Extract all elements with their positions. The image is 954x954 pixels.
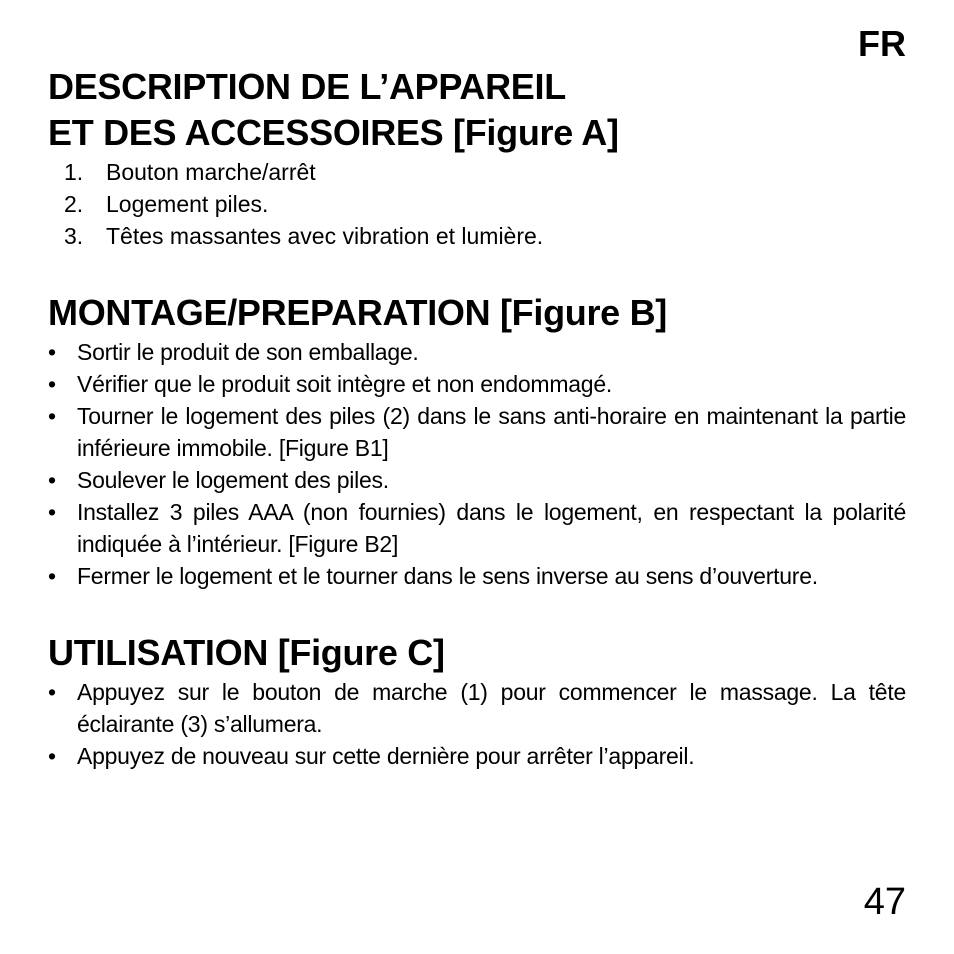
list-item-number: 3.	[64, 223, 84, 249]
bullet-icon: •	[48, 371, 56, 397]
list-item-text: Appuyez de nouveau sur cette dernière pour arrêter l’appareil.	[77, 743, 695, 769]
bullet-icon: •	[48, 467, 56, 493]
utilisation-steps-list	[48, 676, 906, 772]
section-description-title-line1: DESCRIPTION DE L’APPAREIL	[48, 66, 566, 107]
list-item	[48, 496, 906, 560]
list-item	[48, 188, 906, 220]
list-item-number: 2.	[64, 191, 84, 217]
section-description	[48, 64, 906, 252]
list-item-text: Vérifier que le produit soit intègre et non endommagé.	[77, 371, 612, 397]
bullet-icon: •	[48, 743, 56, 769]
list-item	[48, 220, 906, 252]
page-content	[48, 64, 906, 772]
list-item-text: Logement piles.	[106, 191, 269, 217]
bullet-icon: •	[48, 563, 56, 589]
list-item	[48, 740, 906, 772]
bullet-icon: •	[48, 403, 56, 429]
section-description-title	[48, 64, 906, 156]
section-utilisation-title: UTILISATION [Figure C]	[48, 632, 445, 673]
list-item-number: 1.	[64, 159, 84, 185]
list-item-text: Bouton marche/arrêt	[106, 159, 316, 185]
montage-steps-list	[48, 336, 906, 592]
list-item	[48, 464, 906, 496]
list-item-text: Fermer le logement et le tourner dans le sens inverse au sens d’ouverture.	[77, 563, 818, 589]
section-utilisation	[48, 630, 906, 772]
list-item	[48, 336, 906, 368]
list-item-text: Têtes massantes avec vibration et lumière.	[106, 223, 544, 249]
section-montage	[48, 290, 906, 592]
bullet-icon: •	[48, 499, 56, 525]
language-tag: FR	[858, 23, 906, 64]
list-item	[48, 156, 906, 188]
list-item-text: Installez 3 piles AAA (non fournies) dans le logement, en respectant la polarité indiquée à l’intérieur. [Figure B2]	[77, 499, 906, 557]
list-item-text: Sortir le produit de son emballage.	[77, 339, 419, 365]
list-item-text: Soulever le logement des piles.	[77, 467, 389, 493]
section-montage-title: MONTAGE/PREPARATION [Figure B]	[48, 292, 667, 333]
list-item	[48, 400, 906, 464]
list-item-text: Tourner le logement des piles (2) dans le sans anti-horaire en maintenant la partie inférieure immobile. [Figure B1]	[77, 403, 906, 461]
accessories-list	[48, 156, 906, 252]
section-description-title-line2: ET DES ACCESSOIRES [Figure A]	[48, 112, 619, 153]
bullet-icon: •	[48, 679, 56, 705]
list-item	[48, 368, 906, 400]
bullet-icon: •	[48, 339, 56, 365]
list-item-text: Appuyez sur le bouton de marche (1) pour commencer le massage. La tête éclairante (3) s’allumera.	[77, 679, 906, 737]
page-number: 47	[863, 881, 906, 923]
list-item	[48, 676, 906, 740]
list-item	[48, 560, 906, 592]
